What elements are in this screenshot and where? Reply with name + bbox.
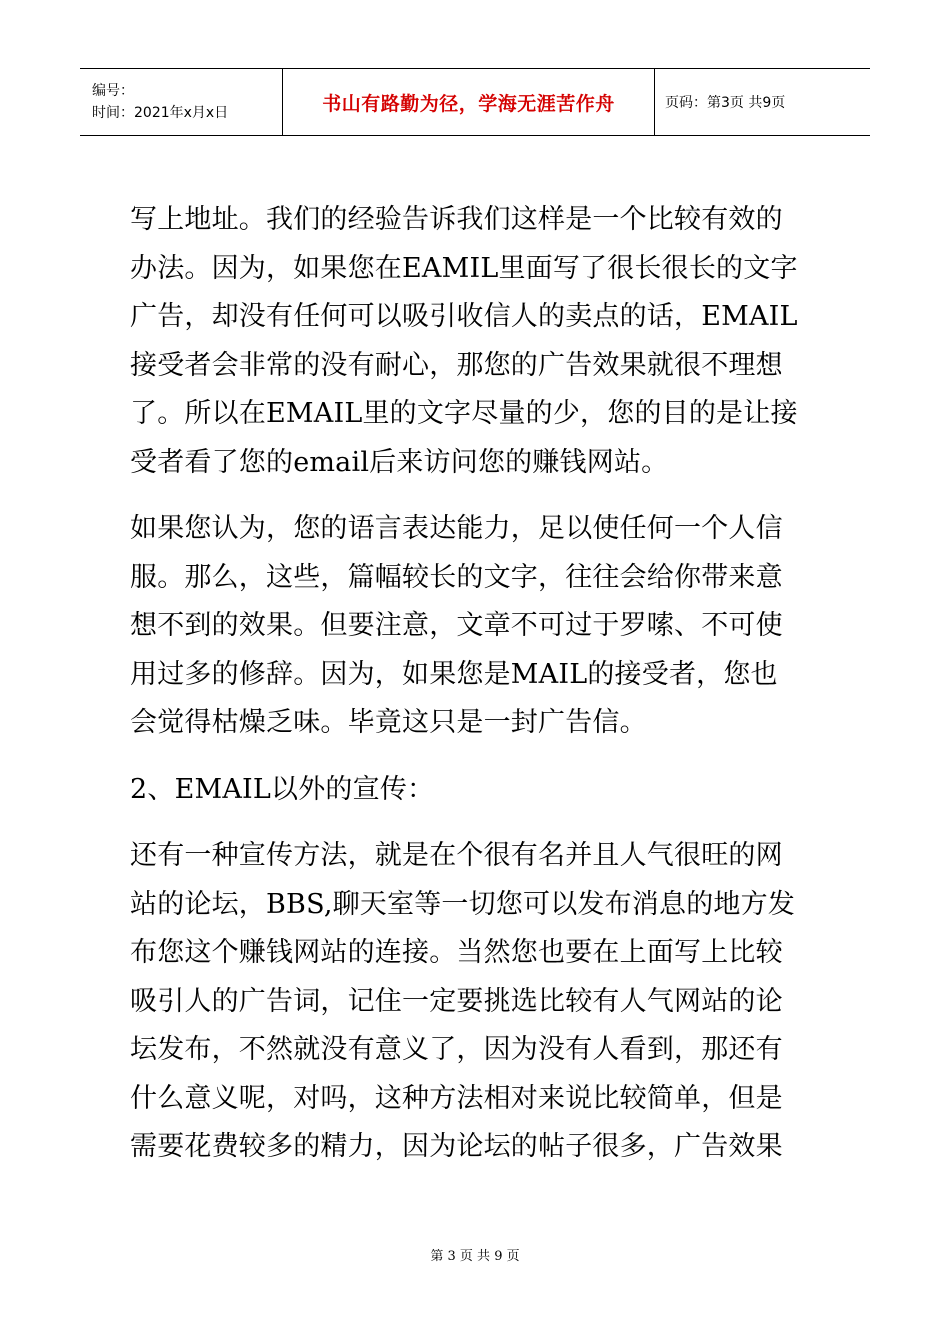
text-line: 吸引人的广告词，记住一定要挑选比较有人气网站的论: [130, 985, 783, 1017]
document-number-label: 编号：: [92, 83, 134, 99]
header-motto-cell: [283, 69, 655, 135]
paragraph-3: [130, 832, 820, 1172]
page-footer: 第 3 页 共 9 页: [430, 1249, 520, 1264]
text-line: 写上地址。我们的经验告诉我们这样是一个比较有效的: [130, 204, 783, 235]
text-line: 需要花费较多的精力，因为论坛的帖子很多，广告效果: [130, 1131, 783, 1162]
text-line: 如果您认为，您的语言表达能力，足以使任何一个人信: [130, 513, 783, 544]
text-line: 广告，却没有任何可以吸引收信人的卖点的话，EMAIL: [130, 301, 798, 332]
text-line: 接受者会非常的没有耐心，那您的广告效果就很不理想: [130, 349, 783, 381]
header-meta: [80, 69, 283, 135]
text-line: 布您这个赚钱网站的连接。当然您也要在上面写上比较: [130, 937, 783, 968]
text-line: 会觉得枯燥乏味。毕竟这只是一封广告信。: [130, 707, 647, 738]
page-header: [80, 68, 870, 136]
text-line: 坛发布，不然就没有意义了，因为没有人看到，那还有: [130, 1034, 783, 1065]
text-line: 想不到的效果。但要注意，文章不可过于罗嗦、不可使: [130, 610, 783, 641]
text-line: 还有一种宣传方法，就是在个很有名并且人气很旺的网: [130, 840, 783, 871]
text-line: 服。那么，这些，篇幅较长的文字，往往会给你带来意: [130, 561, 783, 593]
section-heading-text: 2、EMAIL以外的宣传：: [130, 773, 435, 805]
text-line: 站的论坛，BBS,聊天室等一切您可以发布消息的地方发: [130, 888, 795, 920]
document-time-label: 时间：2021年x月x日: [92, 105, 229, 121]
section-heading: [130, 766, 820, 815]
header-motto: 书山有路勤为径，学海无涯苦作舟: [322, 92, 615, 115]
text-line: 了。所以在EMAIL里的文字尽量的少，您的目的是让接: [130, 398, 798, 429]
text-line: 受者看了您的email后来访问您的赚钱网站。: [130, 446, 669, 478]
header-page-info: 页码：第3页 共9页: [665, 95, 786, 111]
paragraph-2: [130, 505, 820, 748]
document-body: [130, 196, 820, 1190]
paragraph-1: [130, 196, 820, 487]
text-line: 什么意义呢，对吗，这种方法相对来说比较简单，但是: [130, 1082, 783, 1114]
text-line: 用过多的修辞。因为，如果您是MAIL的接受者，您也: [130, 658, 778, 690]
text-line: 办法。因为，如果您在EAMIL里面写了很长很长的文字: [130, 252, 798, 284]
